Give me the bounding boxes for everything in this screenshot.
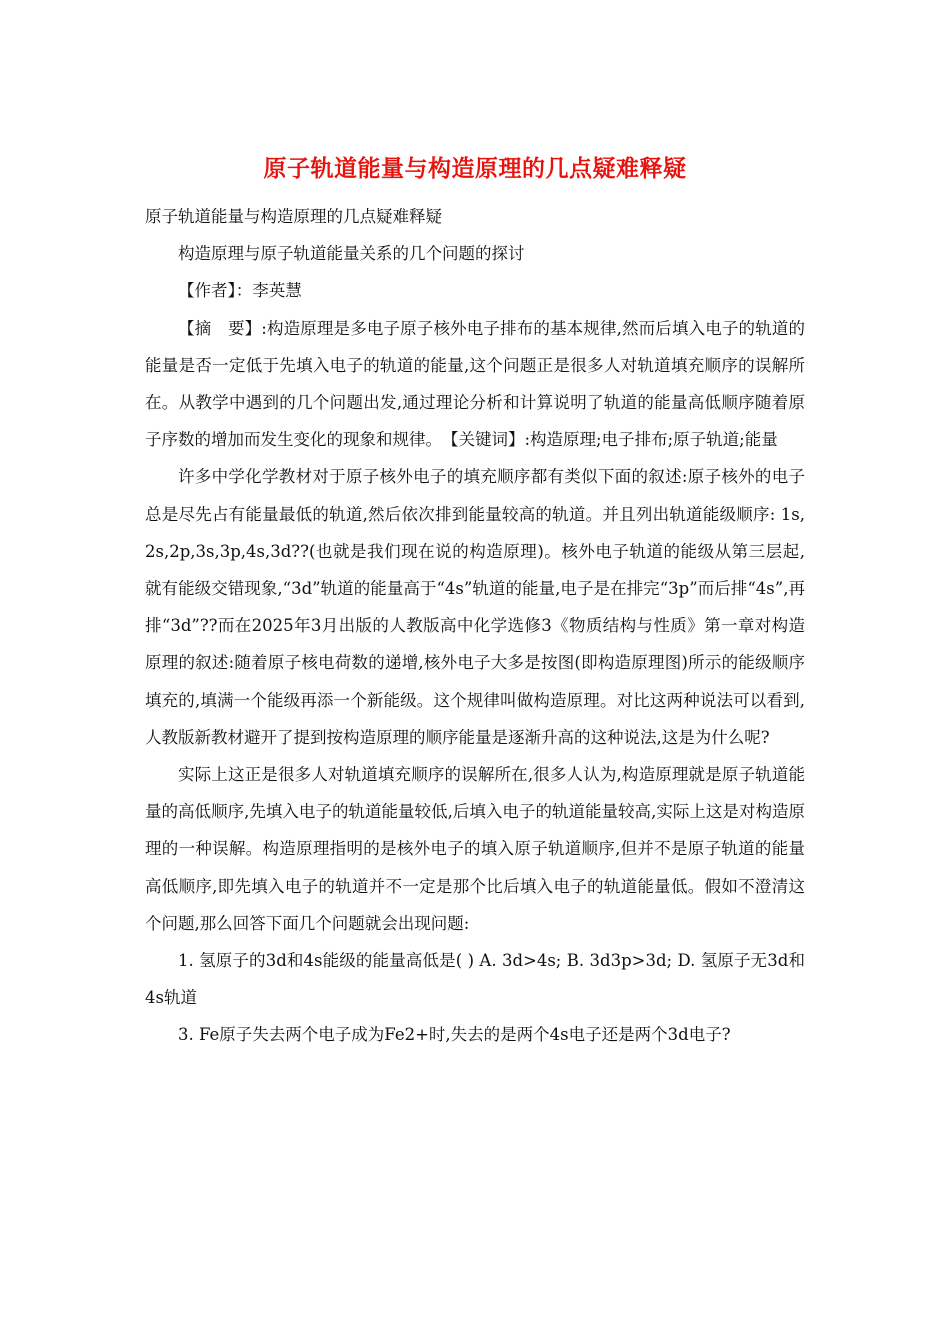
body-paragraph-1: 许多中学化学教材对于原子核外电子的填充顺序都有类似下面的叙述:原子核外的电子总是尽先占有能量最低的轨道,然后依次排到能量较高的轨道。并且列出轨道能级顺序: 1s,2s,2p,3s,3p,4s,3d??(也就是我们现在说的构造原理)。核外电子轨道的能级从第三层起,就有能级交错现象,“3d”轨道的能量高于“4s”轨道的能量,电子是在排完“3p”而后排“4s”,再排“3d”??而在2025年3月出版的人教版高中化学选修3《物质结构与性质》第一章对构造原理的叙述:随着原子核电荷数的递增,核外电子大多是按图(即构造原理图)所示的能级顺序填充的,填满一个能级再添一个新能级。这个规律叫做构造原理。对比这两种说法可以看到,人教版新教材避开了提到按构造原理的顺序能量是逐渐升高的这种说法,这是为什么呢? (145, 467, 805, 747)
abstract-paragraph: 【摘 要】:构造原理是多电子原子核外电子排布的基本规律,然而后填入电子的轨道的能量是否一定低于先填入电子的轨道的能量,这个问题正是很多人对轨道填充顺序的误解所在。从教学中遇到的几个问题出发,通过理论分析和计算说明了轨道的能量高低顺序随着原子序数的增加而发生变化的现象和规律。 【关键词】:构造原理;电子排布;原子轨道;能量 (145, 318, 805, 450)
article-title: 构造原理与原子轨道能量关系的几个问题的探讨 (178, 244, 525, 264)
question-1: 1. 氢原子的3d和4s能级的能量高低是( ) A. 3d>4s; B. 3d3p>3d; D. 氢原子无3d和4s轨道 (145, 951, 805, 1008)
body-paragraph-2: 实际上这正是很多人对轨道填充顺序的误解所在,很多人认为,构造原理就是原子轨道能量的高低顺序,先填入电子的轨道能量较低,后填入电子的轨道能量较高,实际上这是对构造原理的一种误解。构造原理指明的是核外电子的填入原子轨道顺序,但并不是原子轨道的能量高低顺序,即先填入电子的轨道并不一定是那个比后填入电子的轨道能量低。假如不澄清这个问题,那么回答下面几个问题就会出现问题: (145, 765, 805, 933)
document-body (145, 198, 805, 1054)
document-title: 原子轨道能量与构造原理的几点疑难释疑 (263, 156, 687, 182)
subtitle-line: 原子轨道能量与构造原理的几点疑难释疑 (145, 207, 442, 226)
question-3: 3. Fe原子失去两个电子成为Fe2+时,失去的是两个4s电子还是两个3d电子? (178, 1025, 731, 1045)
author-line: 【作者】：李英慧 (178, 281, 302, 301)
